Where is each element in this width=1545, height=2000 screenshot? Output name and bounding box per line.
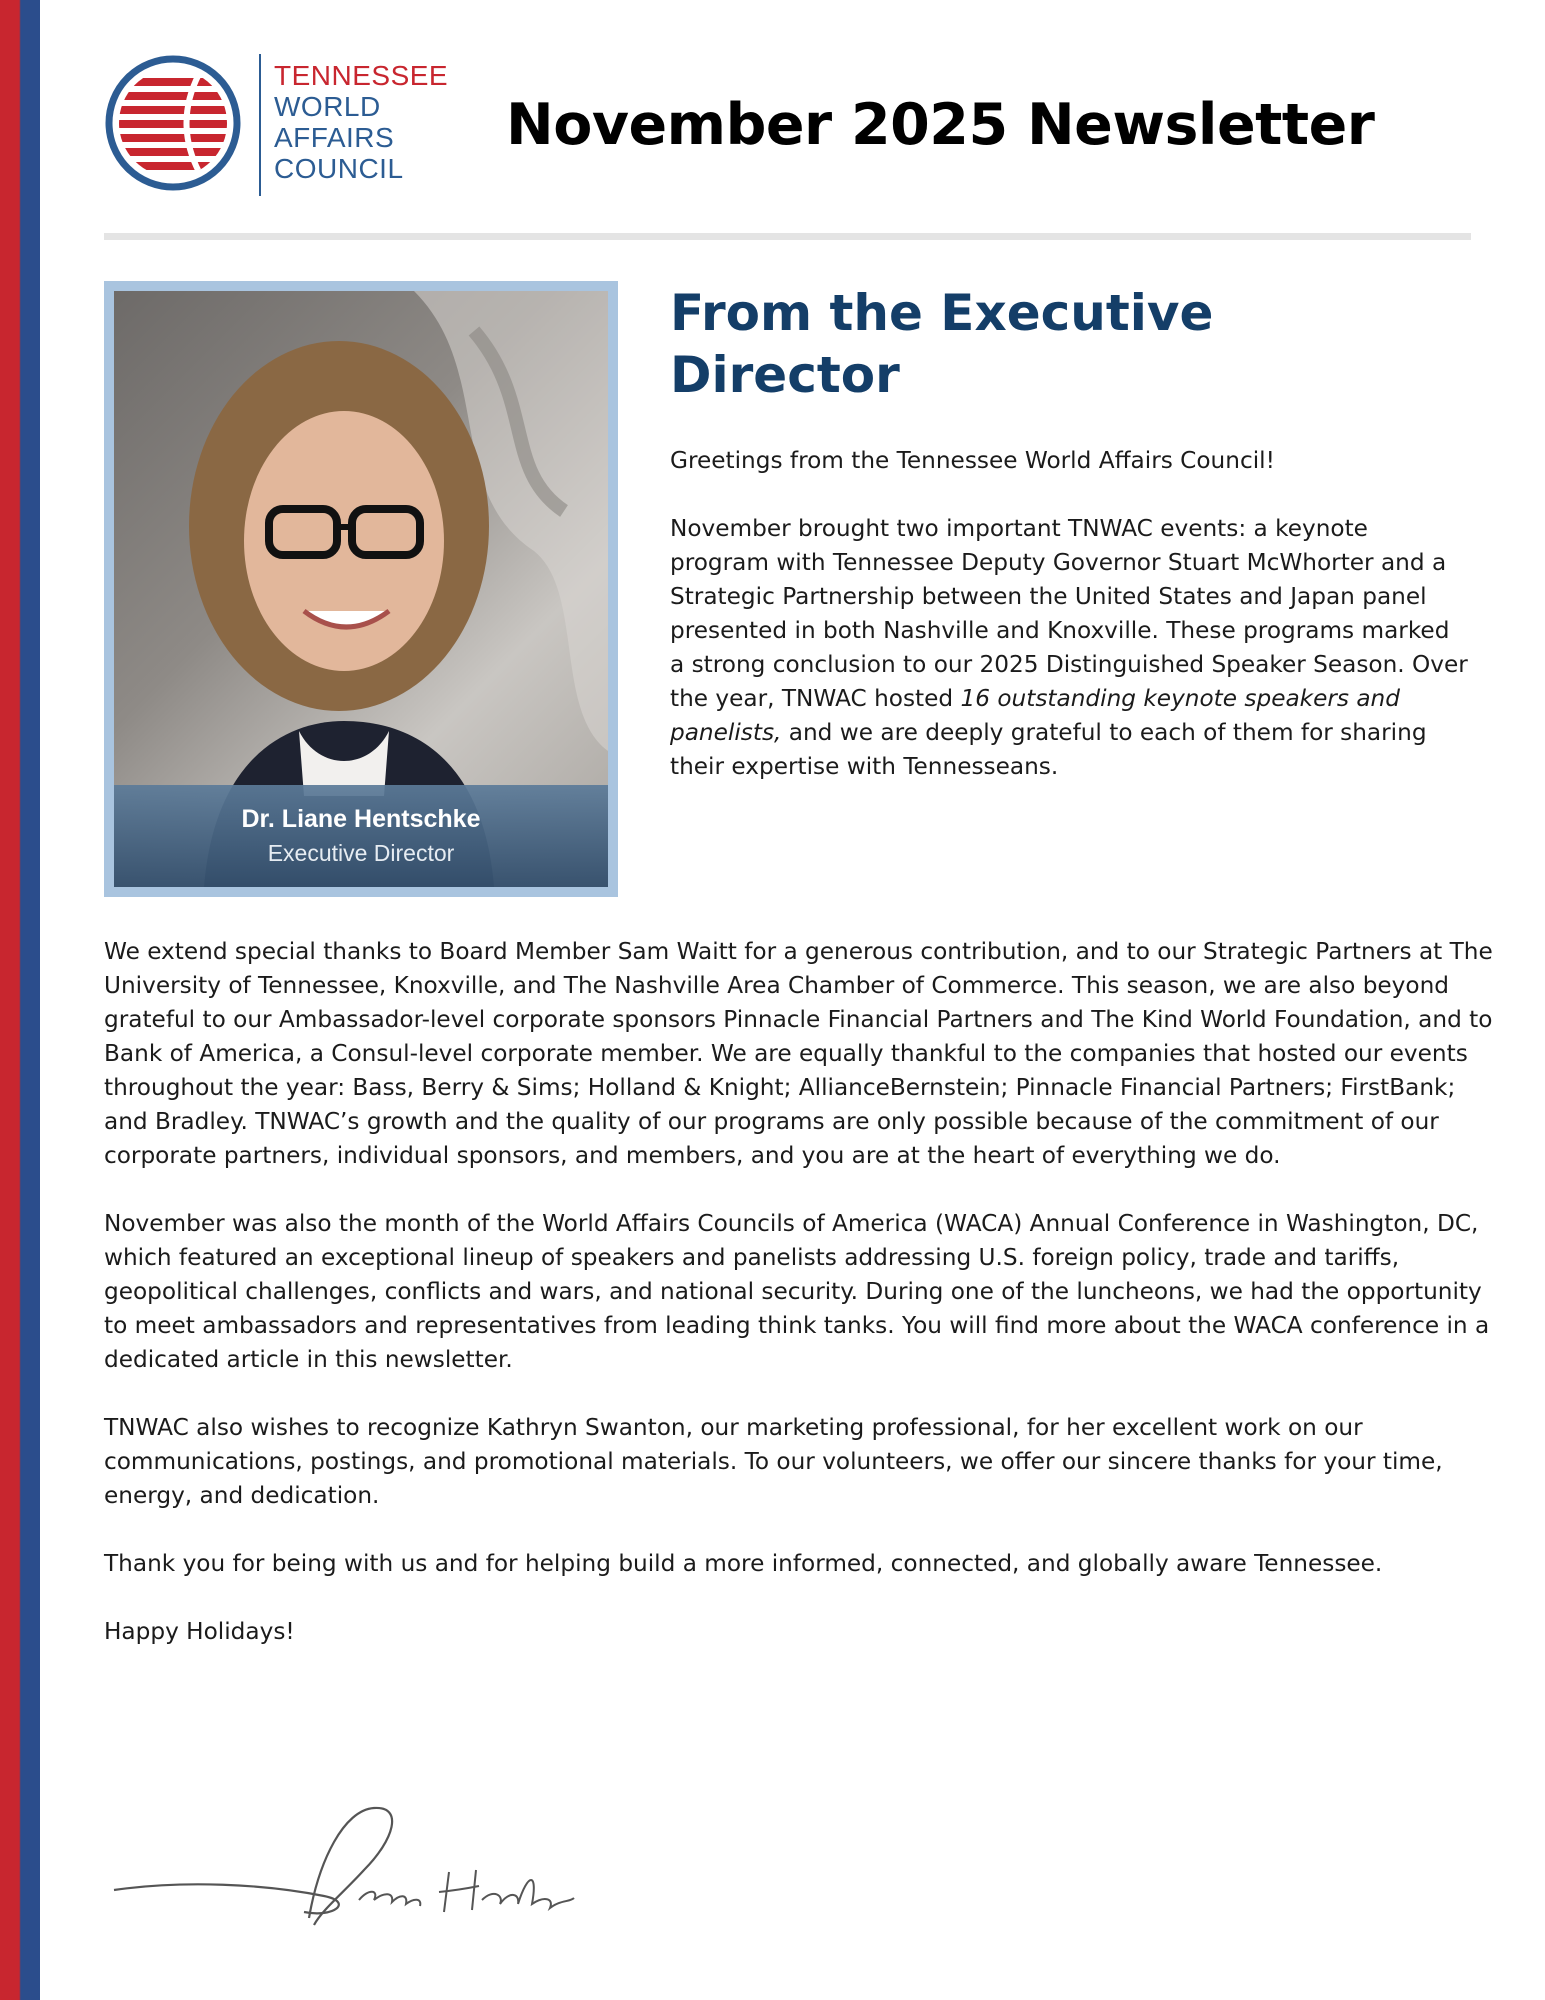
letter-greeting: Greetings from the Tennessee World Affairs Council!: [670, 447, 1275, 474]
logo-line-3: AFFAIRS: [274, 122, 395, 153]
photo-caption: [114, 785, 608, 887]
logo-line-1: TENNESSEE: [274, 60, 449, 91]
paragraph-1-start: November brought two important TNWAC events: a keynote program with Tennessee Deputy Governor Stuart McWhorter and a Strategic Partnership between the United States and Japan panel presented in both Nashville and Knoxville. These programs marked a strong conclusion to our 2025 Distinguished Speaker Season. Over the year, TNWAC hosted: [670, 515, 1468, 712]
logo-wordmark: [274, 60, 448, 184]
paragraph-1-end: and we are deeply grateful to each of them for sharing their expertise with Tennesseans.: [670, 719, 1427, 780]
sidebar-stripe: [0, 0, 40, 2000]
logo-line-2: WORLD: [274, 91, 381, 122]
letter-paragraph-1: [670, 512, 1470, 784]
globe-stripes-icon: [104, 54, 242, 192]
director-photo-card: [104, 281, 618, 897]
handwritten-signature-icon: [104, 1800, 604, 1930]
council-logo: [104, 54, 464, 199]
logo-line-4: COUNCIL: [274, 153, 404, 184]
letter-paragraph-5: Thank you for being with us and for helping build a more informed, connected, and globally aware Tennessee.: [104, 1550, 1383, 1577]
director-role: Executive Director: [267, 840, 455, 866]
letter-closing: Happy Holidays!: [104, 1618, 295, 1645]
letter-paragraph-3: November was also the month of the World Affairs Councils of America (WACA) Annual Conference in Washington, DC, which featured an exceptional lineup of speakers and panelists addressing U.S. foreign policy, trade and tariffs, geopolitical challenges, conflicts and wars, and national security. During one of the luncheons, we had the opportunity to meet ambassadors and representatives from leading think tanks. You will find more about the WACA conference in a dedicated article in this newsletter.: [104, 1210, 1490, 1373]
paragraph-1-emphasis: 16 outstanding keynote speakers and panelists,: [670, 685, 1400, 746]
letter-body: [104, 935, 1494, 1649]
letter-intro: [670, 444, 1470, 784]
director-name: Dr. Liane Hentschke: [241, 805, 481, 833]
letter-paragraph-4: TNWAC also wishes to recognize Kathryn Swanton, our marketing professional, for her excellent work on our communications, postings, and promotional materials. To our volunteers, we offer our sincere thanks for your time, energy, and dedication.: [104, 1414, 1443, 1509]
header-divider: [104, 233, 1471, 240]
letter-paragraph-2: We extend special thanks to Board Member Sam Waitt for a generous contribution, and to our Strategic Partners at The University of Tennessee, Knoxville, and The Nashville Area Chamber of Commerce. This season, we are also beyond grateful to our Ambassador-level corporate sponsors Pinnacle Financial Partners and The Kind World Foundation, and to Bank of America, a Consul-level corporate member. We are equally thankful to the companies that hosted our events throughout the year: Bass, Berry & Sims; Holland & Knight; AllianceBernstein; Pinnacle Financial Partners; FirstBank; and Bradley. TNWAC’s growth and the quality of our programs are only possible because of the commitment of our corporate partners, individual sponsors, and members, and you are at the heart of everything we do.: [104, 938, 1493, 1169]
newsletter-title: November 2025 Newsletter: [506, 92, 1375, 158]
logo-divider: [259, 54, 261, 196]
section-title: From the Executive Director: [670, 284, 1214, 404]
